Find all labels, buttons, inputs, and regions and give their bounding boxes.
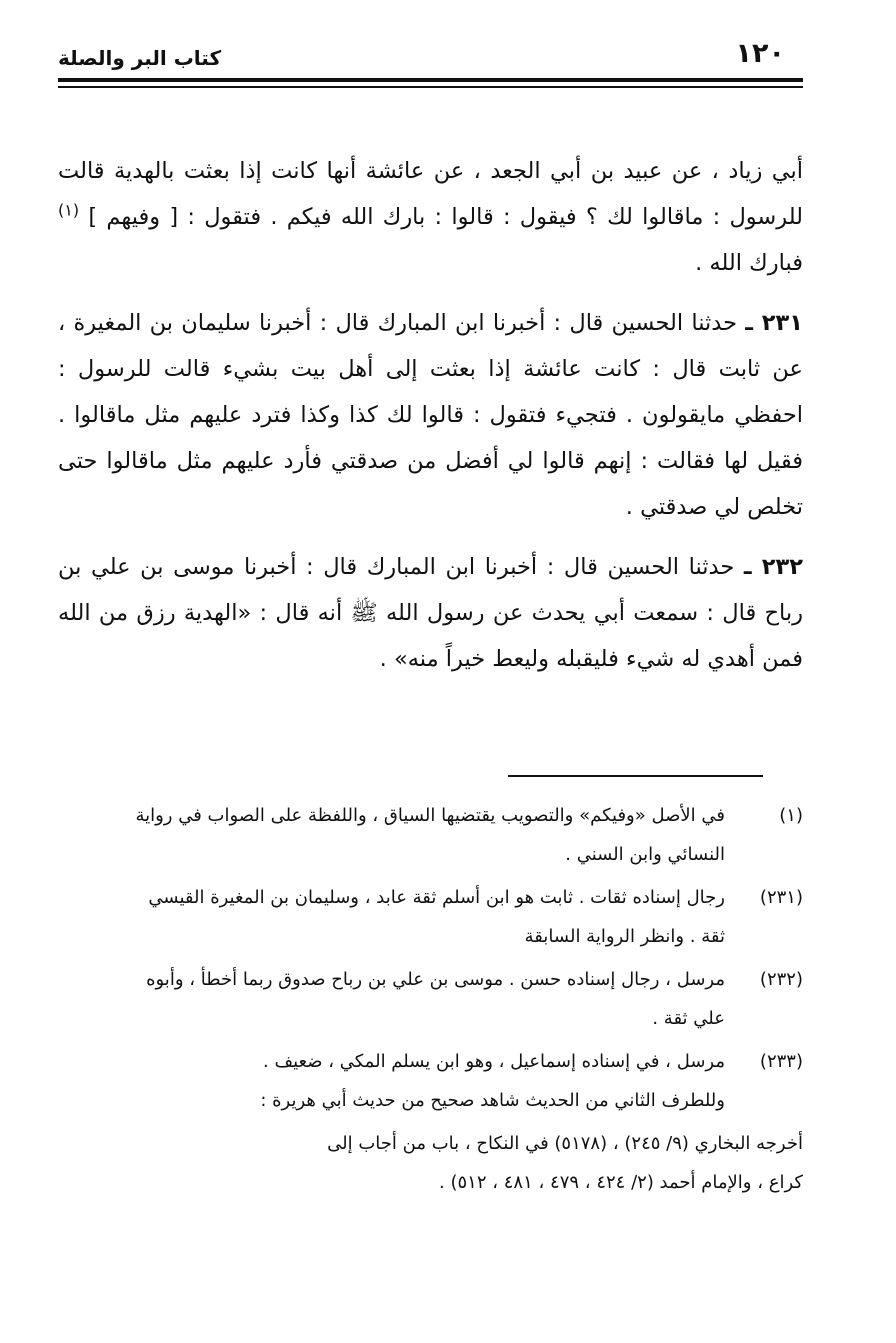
footnote-number: (٢٣٣)	[759, 1051, 803, 1072]
footnote-line: علي ثقة .	[652, 1008, 725, 1029]
main-text	[58, 148, 803, 696]
hadith-text: حدثنا الحسين قال : أخبرنا ابن المبارك قال : أخبرنا موسى بن علي بن رباح قال : سمعت أبي يحدث عن رسول الله ﷺ أنه قال : «الهدية رزق من الله فمن أهدي له شيء فليقبله وليعط خيراً منه» .	[58, 554, 803, 672]
footnote-line: وللطرف الثاني من الحديث شاهد صحيح من حديث أبي هريرة :	[260, 1090, 725, 1111]
footnote-reference: (١)	[58, 200, 80, 220]
footnote-231	[58, 878, 803, 956]
footnote-233	[58, 1042, 803, 1120]
footnote-body	[58, 796, 725, 874]
footnote-number: (١)	[779, 805, 803, 826]
paragraph-continuation	[58, 148, 803, 286]
hadith-text: حدثنا الحسين قال : أخبرنا ابن المبارك قال : أخبرنا سليمان بن المغيرة ، عن ثابت قال : كانت عائشة إذا بعثت إلى أهل بيت بشيء قالت للرسول : احفظي مايقولون . فتجيء فتقول : قالوا لك كذا وكذا فترد عليهم مثل ماقالوا . فقيل لها فقالت : إنهم قالوا لي أفضل من صدقتي فأرد عليهم مثل ماقالوا حتى تخلص لي صدقتي .	[58, 310, 803, 520]
footnote-body	[58, 1042, 725, 1120]
footnote-1	[58, 796, 803, 874]
footnote-continuation-line: أخرجه البخاري (٩/ ٢٤٥) ، (٥١٧٨) في النكاح ، باب من أجاب إلى	[327, 1133, 803, 1154]
footnote-line: رجال إسناده ثقات . ثابت هو ابن أسلم ثقة عابد ، وسليمان بن المغيرة القيسي	[148, 887, 725, 908]
hadith-232	[58, 544, 803, 682]
hadith-number: ٢٣١ ـ	[745, 310, 803, 336]
footnote-line: النسائي وابن السني .	[565, 844, 725, 865]
footnote-body	[58, 878, 725, 956]
header-rule-thick	[58, 78, 803, 82]
page-number: ١٢٠	[735, 38, 785, 69]
footnotes	[58, 796, 803, 1202]
footnote-line: في الأصل «وفيكم» والتصويب يقتضيها السياق ، واللفظة على الصواب في رواية	[135, 805, 725, 826]
footnote-body	[58, 960, 725, 1038]
hadith-number: ٢٣٢ ـ	[743, 554, 803, 580]
hadith-231	[58, 300, 803, 530]
page-header	[58, 38, 803, 78]
footnote-line: ثقة . وانظر الرواية السابقة	[524, 926, 725, 947]
footnote-continuation-line: كراع ، والإمام أحمد (٢/ ٤٢٤ ، ٤٧٩ ، ٤٨١ ، ٥١٢) .	[439, 1172, 803, 1193]
running-title: كتاب البر والصلة	[58, 46, 222, 70]
footnote-number: (٢٣١)	[759, 887, 803, 908]
paragraph-tail: فبارك الله .	[695, 250, 803, 276]
footnote-232	[58, 960, 803, 1038]
header-rule-thin	[58, 86, 803, 88]
footnote-number: (٢٣٢)	[759, 969, 803, 990]
paragraph-text: أبي زياد ، عن عبيد بن أبي الجعد ، عن عائشة أنها كانت إذا بعثت بالهدية قالت للرسول : ماقالوا لك ؟ فيقول : قالوا : بارك الله فيكم . فتقول : [ وفيهم ]	[58, 158, 804, 230]
footnote-separator	[508, 775, 763, 777]
footnote-line: مرسل ، رجال إسناده حسن . موسى بن علي بن رباح صدوق ربما أخطأ ، وأبوه	[146, 969, 725, 990]
footnote-line: مرسل ، في إسناده إسماعيل ، وهو ابن يسلم المكي ، ضعيف .	[263, 1051, 725, 1072]
